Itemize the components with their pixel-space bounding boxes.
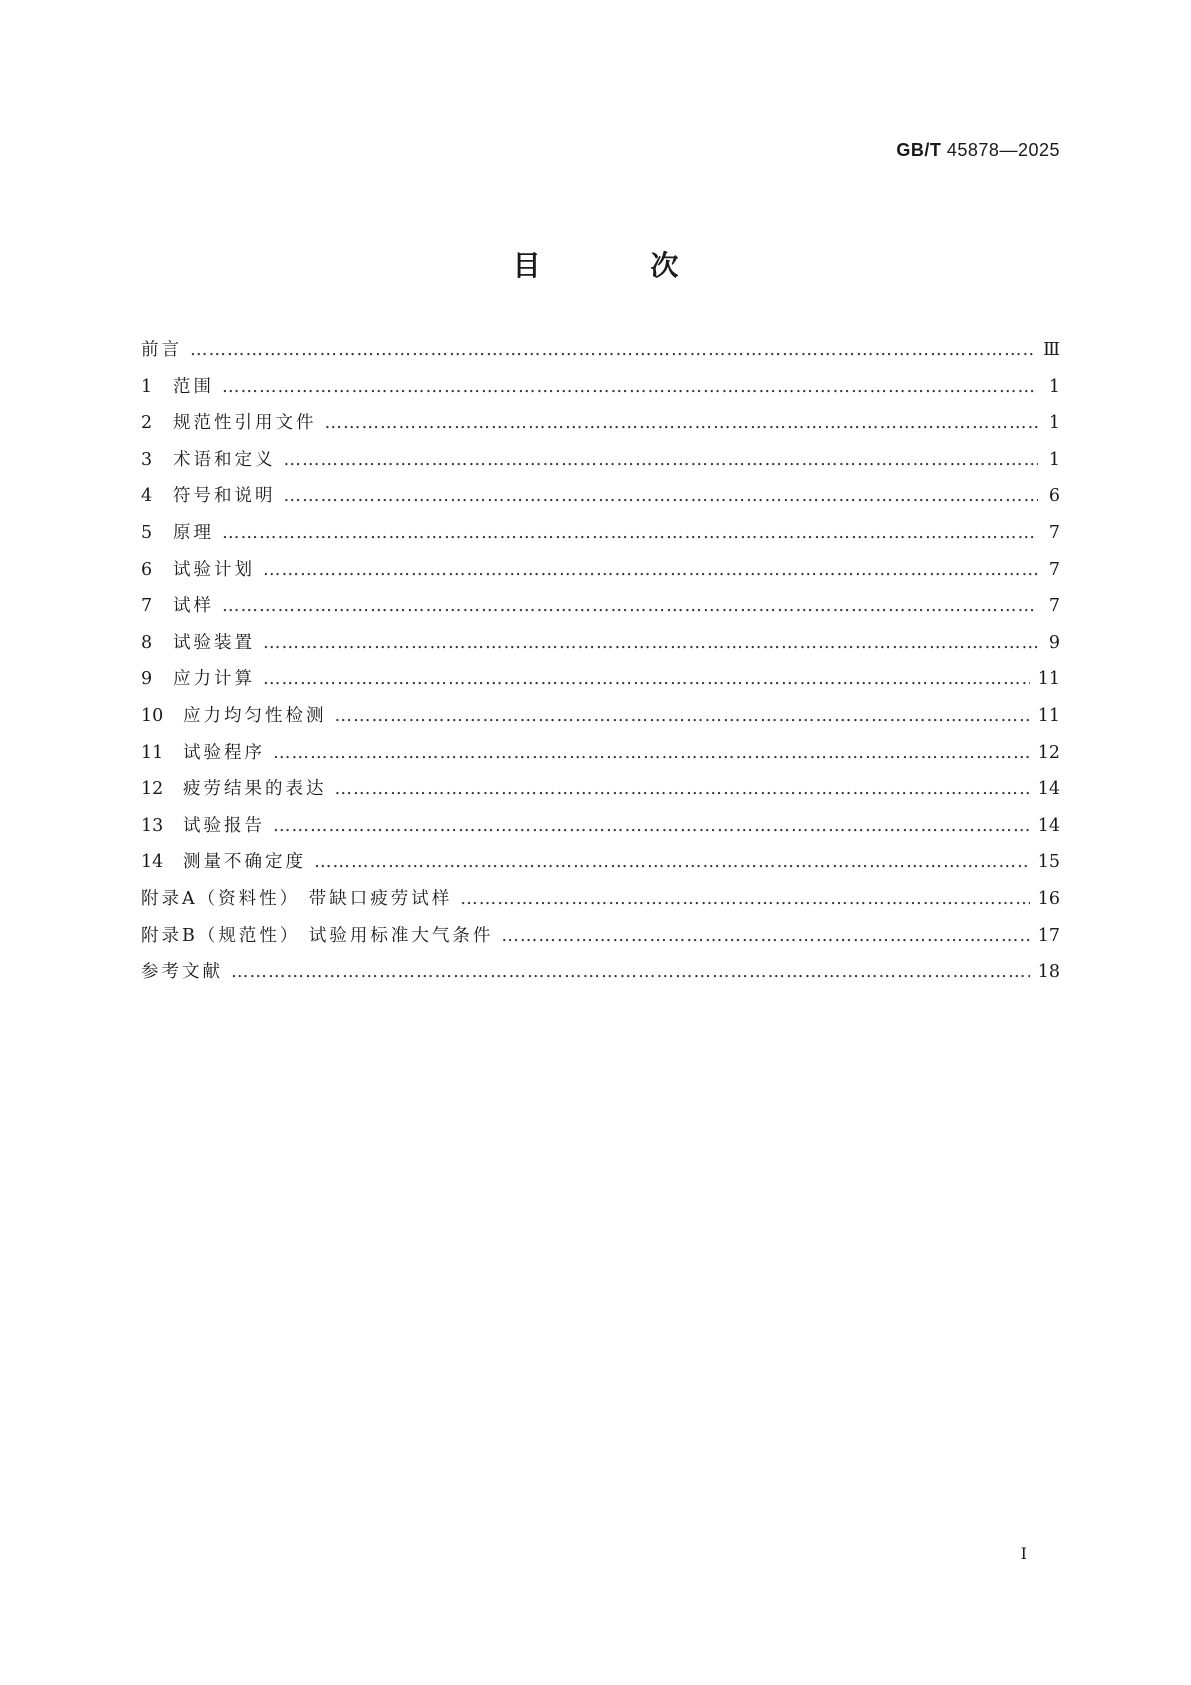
toc-leader-dots xyxy=(231,962,1030,982)
toc-entry-page: 1 xyxy=(1048,413,1060,434)
toc-entry[interactable] xyxy=(141,556,1060,593)
toc-entry-number: 14 xyxy=(141,852,164,873)
toc-entry[interactable] xyxy=(141,812,1060,849)
toc-entry-number: 7 xyxy=(141,596,153,617)
table-of-contents xyxy=(141,336,1060,995)
toc-entry-page: 15 xyxy=(1037,852,1060,873)
toc-entry[interactable] xyxy=(141,702,1060,739)
toc-entry-page: 7 xyxy=(1048,522,1060,543)
toc-leader-dots xyxy=(335,706,1030,726)
toc-entry-label: 应力均匀性检测 xyxy=(183,705,327,726)
toc-entry-label: 试验报告 xyxy=(183,815,265,836)
toc-entry-page: 1 xyxy=(1048,449,1060,470)
toc-entry[interactable] xyxy=(141,775,1060,812)
toc-entry-page: 14 xyxy=(1037,815,1060,836)
page-number: I xyxy=(1020,1544,1027,1563)
toc-entry-label: 测量不确定度 xyxy=(183,852,306,873)
toc-leader-dots xyxy=(263,669,1030,689)
toc-entry-number: 10 xyxy=(141,705,164,726)
toc-leader-dots xyxy=(263,560,1038,580)
toc-entry-number: 1 xyxy=(141,376,153,397)
toc-entry-page: 7 xyxy=(1048,596,1060,617)
standard-code-number: 45878—2025 xyxy=(946,140,1060,160)
toc-entry-label: 附录B（规范性） 试验用标准大气条件 xyxy=(141,925,494,946)
toc-entry[interactable] xyxy=(141,629,1060,666)
toc-leader-dots xyxy=(263,633,1038,653)
toc-entry-page: 9 xyxy=(1048,632,1060,653)
standard-code-prefix: GB/T xyxy=(896,140,942,160)
toc-entry[interactable] xyxy=(141,739,1060,776)
toc-leader-dots xyxy=(314,852,1030,872)
toc-entry-page: 11 xyxy=(1037,669,1060,690)
toc-entry[interactable] xyxy=(141,519,1060,556)
toc-entry-page: 12 xyxy=(1037,742,1060,763)
toc-leader-dots xyxy=(273,743,1030,763)
toc-leader-dots xyxy=(222,377,1038,397)
toc-entry[interactable] xyxy=(141,885,1060,922)
toc-entry-page: 7 xyxy=(1048,559,1060,580)
toc-entry-number: 4 xyxy=(141,486,153,507)
toc-leader-dots xyxy=(222,523,1038,543)
toc-entry-page: 16 xyxy=(1037,888,1060,909)
toc-entry-label: 应力计算 xyxy=(173,669,255,690)
toc-entry[interactable] xyxy=(141,665,1060,702)
toc-entry-label: 符号和说明 xyxy=(173,486,276,507)
toc-entry-label: 术语和定义 xyxy=(173,449,276,470)
toc-leader-dots xyxy=(460,889,1030,909)
toc-entry[interactable] xyxy=(141,958,1060,995)
toc-entry-label: 试验装置 xyxy=(173,632,255,653)
toc-leader-dots xyxy=(190,340,1035,360)
toc-entry-page: 18 xyxy=(1037,962,1060,983)
toc-leader-dots xyxy=(284,486,1039,506)
toc-leader-dots xyxy=(325,413,1039,433)
toc-entry-label: 前言 xyxy=(141,340,182,360)
toc-entry-page: Ⅲ xyxy=(1043,340,1060,360)
toc-entry-page: 14 xyxy=(1037,779,1060,800)
toc-entry-number: 11 xyxy=(141,742,164,763)
toc-entry-number: 9 xyxy=(141,669,153,690)
toc-leader-dots xyxy=(501,926,1029,946)
toc-leader-dots xyxy=(222,596,1038,616)
toc-entry-label: 试验程序 xyxy=(183,742,265,763)
toc-entry-number: 13 xyxy=(141,815,164,836)
toc-entry[interactable] xyxy=(141,482,1060,519)
toc-entry[interactable] xyxy=(141,446,1060,483)
toc-entry-label: 规范性引用文件 xyxy=(173,413,317,434)
toc-leader-dots xyxy=(273,816,1030,836)
toc-entry-label: 试验计划 xyxy=(173,559,255,580)
toc-entry-page: 17 xyxy=(1037,925,1060,946)
toc-entry-number: 3 xyxy=(141,449,153,470)
toc-entry-number: 8 xyxy=(141,632,153,653)
toc-entry-label: 附录A（资料性） 带缺口疲劳试样 xyxy=(141,888,453,909)
toc-entry-number: 2 xyxy=(141,413,153,434)
toc-entry-label: 参考文献 xyxy=(141,962,223,983)
toc-leader-dots xyxy=(284,450,1039,470)
toc-entry-label: 疲劳结果的表达 xyxy=(183,779,327,800)
toc-entry-label: 试样 xyxy=(173,596,214,617)
toc-entry-label: 原理 xyxy=(173,522,214,543)
toc-entry-page: 1 xyxy=(1048,376,1060,397)
toc-leader-dots xyxy=(335,779,1030,799)
toc-entry-number: 12 xyxy=(141,779,164,800)
toc-entry-number: 6 xyxy=(141,559,153,580)
standard-code xyxy=(896,140,1060,161)
toc-entry-page: 11 xyxy=(1037,705,1060,726)
toc-entry[interactable] xyxy=(141,592,1060,629)
toc-entry[interactable] xyxy=(141,409,1060,446)
toc-entry[interactable] xyxy=(141,373,1060,410)
toc-entry-number: 5 xyxy=(141,522,153,543)
toc-entry[interactable] xyxy=(141,922,1060,959)
page-title: 目 次 xyxy=(512,249,729,282)
toc-entry-label: 范围 xyxy=(173,376,214,397)
toc-entry[interactable] xyxy=(141,848,1060,885)
toc-entry-page: 6 xyxy=(1048,486,1060,507)
toc-entry[interactable] xyxy=(141,336,1060,373)
